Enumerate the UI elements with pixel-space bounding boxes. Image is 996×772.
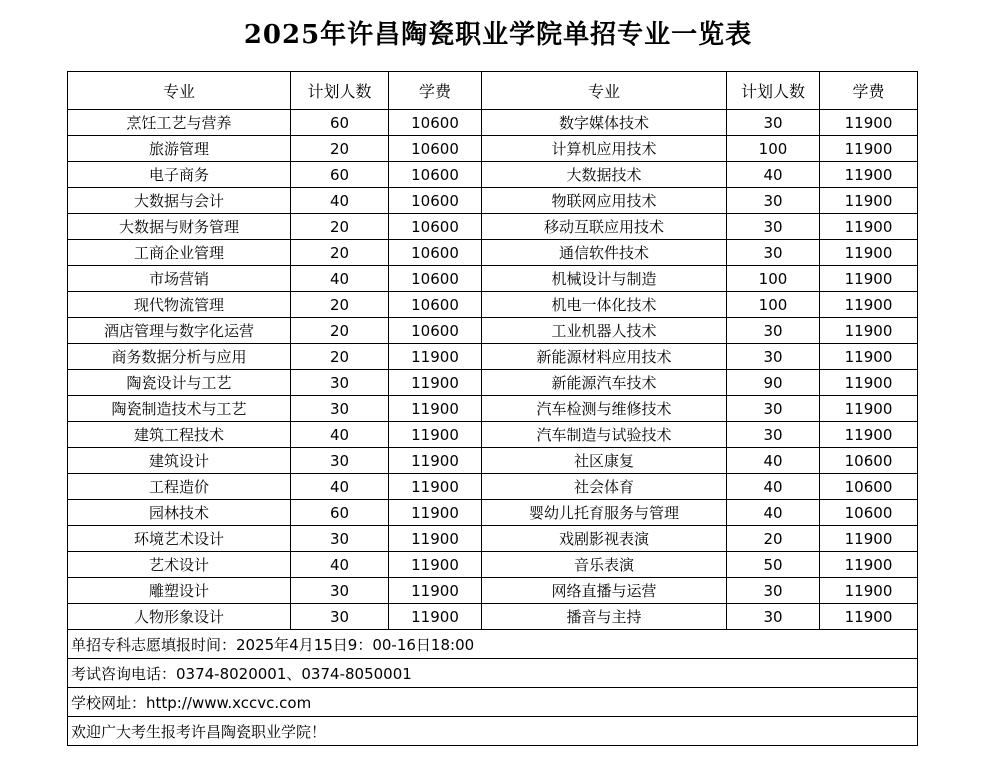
cell-plan-left: 30: [291, 578, 389, 604]
cell-plan-left: 20: [291, 318, 389, 344]
cell-major-right: 戏剧影视表演: [482, 526, 727, 552]
cell-major-right: 音乐表演: [482, 552, 727, 578]
cell-fee-right: 11900: [820, 604, 918, 630]
cell-plan-left: 40: [291, 266, 389, 292]
table-row: [68, 318, 918, 344]
table-row: [68, 240, 918, 266]
cell-major-left: 市场营销: [68, 266, 291, 292]
cell-fee-left: 10600: [389, 240, 482, 266]
cell-plan-right: 40: [727, 474, 820, 500]
header-plan-right: 计划人数: [727, 72, 820, 110]
cell-major-left: 大数据与会计: [68, 188, 291, 214]
cell-fee-left: 11900: [389, 604, 482, 630]
cell-major-left: 大数据与财务管理: [68, 214, 291, 240]
cell-fee-left: 11900: [389, 474, 482, 500]
cell-plan-left: 20: [291, 344, 389, 370]
table-row: [68, 474, 918, 500]
cell-major-left: 工程造价: [68, 474, 291, 500]
header-major-left: 专业: [68, 72, 291, 110]
cell-plan-right: 40: [727, 500, 820, 526]
cell-fee-left: 11900: [389, 448, 482, 474]
table-row: [68, 526, 918, 552]
cell-major-right: 机械设计与制造: [482, 266, 727, 292]
table-row: [68, 292, 918, 318]
cell-plan-left: 40: [291, 474, 389, 500]
cell-fee-left: 11900: [389, 526, 482, 552]
cell-major-left: 建筑设计: [68, 448, 291, 474]
cell-fee-right: 11900: [820, 422, 918, 448]
cell-major-right: 物联网应用技术: [482, 188, 727, 214]
table-row: [68, 578, 918, 604]
table-row: [68, 188, 918, 214]
cell-major-left: 园林技术: [68, 500, 291, 526]
cell-fee-left: 10600: [389, 188, 482, 214]
cell-plan-left: 60: [291, 162, 389, 188]
table-row: [68, 422, 918, 448]
cell-major-left: 酒店管理与数字化运营: [68, 318, 291, 344]
note-welcome: 欢迎广大考生报考许昌陶瓷职业学院！: [68, 717, 918, 746]
table-row: [68, 552, 918, 578]
cell-fee-right: 11900: [820, 370, 918, 396]
cell-plan-right: 20: [727, 526, 820, 552]
note-row: [68, 630, 918, 659]
majors-table: [67, 71, 918, 746]
cell-plan-right: 30: [727, 240, 820, 266]
cell-major-right: 计算机应用技术: [482, 136, 727, 162]
table-row: [68, 500, 918, 526]
table-row: [68, 266, 918, 292]
cell-fee-left: 10600: [389, 318, 482, 344]
cell-fee-left: 11900: [389, 370, 482, 396]
cell-plan-right: 30: [727, 110, 820, 136]
cell-fee-right: 11900: [820, 292, 918, 318]
cell-fee-right: 10600: [820, 500, 918, 526]
cell-fee-right: 11900: [820, 578, 918, 604]
note-row: [68, 659, 918, 688]
cell-fee-right: 11900: [820, 162, 918, 188]
cell-plan-right: 30: [727, 188, 820, 214]
cell-major-left: 电子商务: [68, 162, 291, 188]
cell-major-left: 现代物流管理: [68, 292, 291, 318]
table-row: [68, 344, 918, 370]
cell-fee-left: 11900: [389, 578, 482, 604]
cell-fee-right: 11900: [820, 136, 918, 162]
cell-plan-right: 100: [727, 292, 820, 318]
table-row: [68, 448, 918, 474]
cell-major-right: 大数据技术: [482, 162, 727, 188]
header-row: [68, 72, 918, 110]
cell-major-left: 陶瓷制造技术与工艺: [68, 396, 291, 422]
header-fee-left: 学费: [389, 72, 482, 110]
cell-plan-right: 30: [727, 344, 820, 370]
cell-plan-right: 30: [727, 578, 820, 604]
cell-plan-left: 30: [291, 448, 389, 474]
cell-fee-left: 10600: [389, 292, 482, 318]
header-fee-right: 学费: [820, 72, 918, 110]
cell-fee-left: 11900: [389, 552, 482, 578]
cell-fee-right: 11900: [820, 396, 918, 422]
note-phone: 考试咨询电话：0374-8020001、0374-8050001: [68, 659, 918, 688]
header-plan-left: 计划人数: [291, 72, 389, 110]
cell-plan-right: 40: [727, 448, 820, 474]
cell-fee-right: 11900: [820, 344, 918, 370]
cell-fee-left: 11900: [389, 396, 482, 422]
cell-plan-left: 30: [291, 370, 389, 396]
cell-major-right: 汽车检测与维修技术: [482, 396, 727, 422]
table-row: [68, 604, 918, 630]
cell-fee-left: 10600: [389, 214, 482, 240]
cell-plan-left: 40: [291, 552, 389, 578]
cell-plan-left: 30: [291, 396, 389, 422]
cell-plan-left: 40: [291, 422, 389, 448]
note-website: 学校网址：http://www.xccvc.com: [68, 688, 918, 717]
cell-plan-right: 30: [727, 318, 820, 344]
cell-major-right: 新能源材料应用技术: [482, 344, 727, 370]
cell-fee-right: 10600: [820, 474, 918, 500]
cell-plan-right: 30: [727, 214, 820, 240]
cell-fee-left: 11900: [389, 500, 482, 526]
cell-plan-left: 60: [291, 500, 389, 526]
cell-plan-left: 60: [291, 110, 389, 136]
table-row: [68, 214, 918, 240]
cell-major-right: 通信软件技术: [482, 240, 727, 266]
cell-major-left: 艺术设计: [68, 552, 291, 578]
cell-fee-right: 11900: [820, 552, 918, 578]
cell-fee-right: 11900: [820, 110, 918, 136]
cell-major-left: 烹饪工艺与营养: [68, 110, 291, 136]
cell-plan-left: 20: [291, 136, 389, 162]
cell-major-right: 播音与主持: [482, 604, 727, 630]
cell-major-left: 陶瓷设计与工艺: [68, 370, 291, 396]
cell-major-left: 旅游管理: [68, 136, 291, 162]
header-major-right: 专业: [482, 72, 727, 110]
cell-major-left: 环境艺术设计: [68, 526, 291, 552]
cell-plan-right: 30: [727, 604, 820, 630]
table-row: [68, 370, 918, 396]
cell-fee-right: 11900: [820, 266, 918, 292]
cell-fee-left: 11900: [389, 344, 482, 370]
note-row: [68, 688, 918, 717]
cell-plan-left: 20: [291, 240, 389, 266]
cell-plan-right: 90: [727, 370, 820, 396]
note-enroll-time: 单招专科志愿填报时间：2025年4月15日9：00-16日18:00: [68, 630, 918, 659]
cell-major-right: 移动互联应用技术: [482, 214, 727, 240]
cell-fee-left: 10600: [389, 162, 482, 188]
cell-fee-left: 10600: [389, 266, 482, 292]
cell-plan-left: 20: [291, 214, 389, 240]
cell-plan-right: 30: [727, 396, 820, 422]
table-row: [68, 110, 918, 136]
cell-fee-left: 11900: [389, 422, 482, 448]
cell-major-left: 工商企业管理: [68, 240, 291, 266]
page-title: 2025年许昌陶瓷职业学院单招专业一览表: [243, 20, 753, 50]
cell-fee-right: 10600: [820, 448, 918, 474]
cell-plan-left: 30: [291, 604, 389, 630]
cell-fee-left: 10600: [389, 136, 482, 162]
cell-fee-right: 11900: [820, 188, 918, 214]
cell-fee-right: 11900: [820, 526, 918, 552]
cell-major-right: 婴幼儿托育服务与管理: [482, 500, 727, 526]
table-row: [68, 136, 918, 162]
note-row: [68, 717, 918, 746]
cell-fee-right: 11900: [820, 240, 918, 266]
cell-major-right: 社区康复: [482, 448, 727, 474]
cell-major-right: 机电一体化技术: [482, 292, 727, 318]
table-body: [68, 110, 918, 746]
cell-major-left: 人物形象设计: [68, 604, 291, 630]
cell-major-left: 建筑工程技术: [68, 422, 291, 448]
table-row: [68, 396, 918, 422]
cell-plan-right: 30: [727, 422, 820, 448]
cell-plan-left: 30: [291, 526, 389, 552]
cell-fee-left: 10600: [389, 110, 482, 136]
cell-major-right: 工业机器人技术: [482, 318, 727, 344]
cell-plan-right: 100: [727, 136, 820, 162]
cell-plan-right: 40: [727, 162, 820, 188]
cell-plan-left: 20: [291, 292, 389, 318]
cell-major-left: 商务数据分析与应用: [68, 344, 291, 370]
cell-major-right: 汽车制造与试验技术: [482, 422, 727, 448]
cell-plan-right: 100: [727, 266, 820, 292]
cell-plan-right: 50: [727, 552, 820, 578]
cell-major-left: 雕塑设计: [68, 578, 291, 604]
cell-plan-left: 40: [291, 188, 389, 214]
cell-major-right: 社会体育: [482, 474, 727, 500]
cell-fee-right: 11900: [820, 214, 918, 240]
cell-fee-right: 11900: [820, 318, 918, 344]
table-row: [68, 162, 918, 188]
cell-major-right: 数字媒体技术: [482, 110, 727, 136]
cell-major-right: 新能源汽车技术: [482, 370, 727, 396]
cell-major-right: 网络直播与运营: [482, 578, 727, 604]
